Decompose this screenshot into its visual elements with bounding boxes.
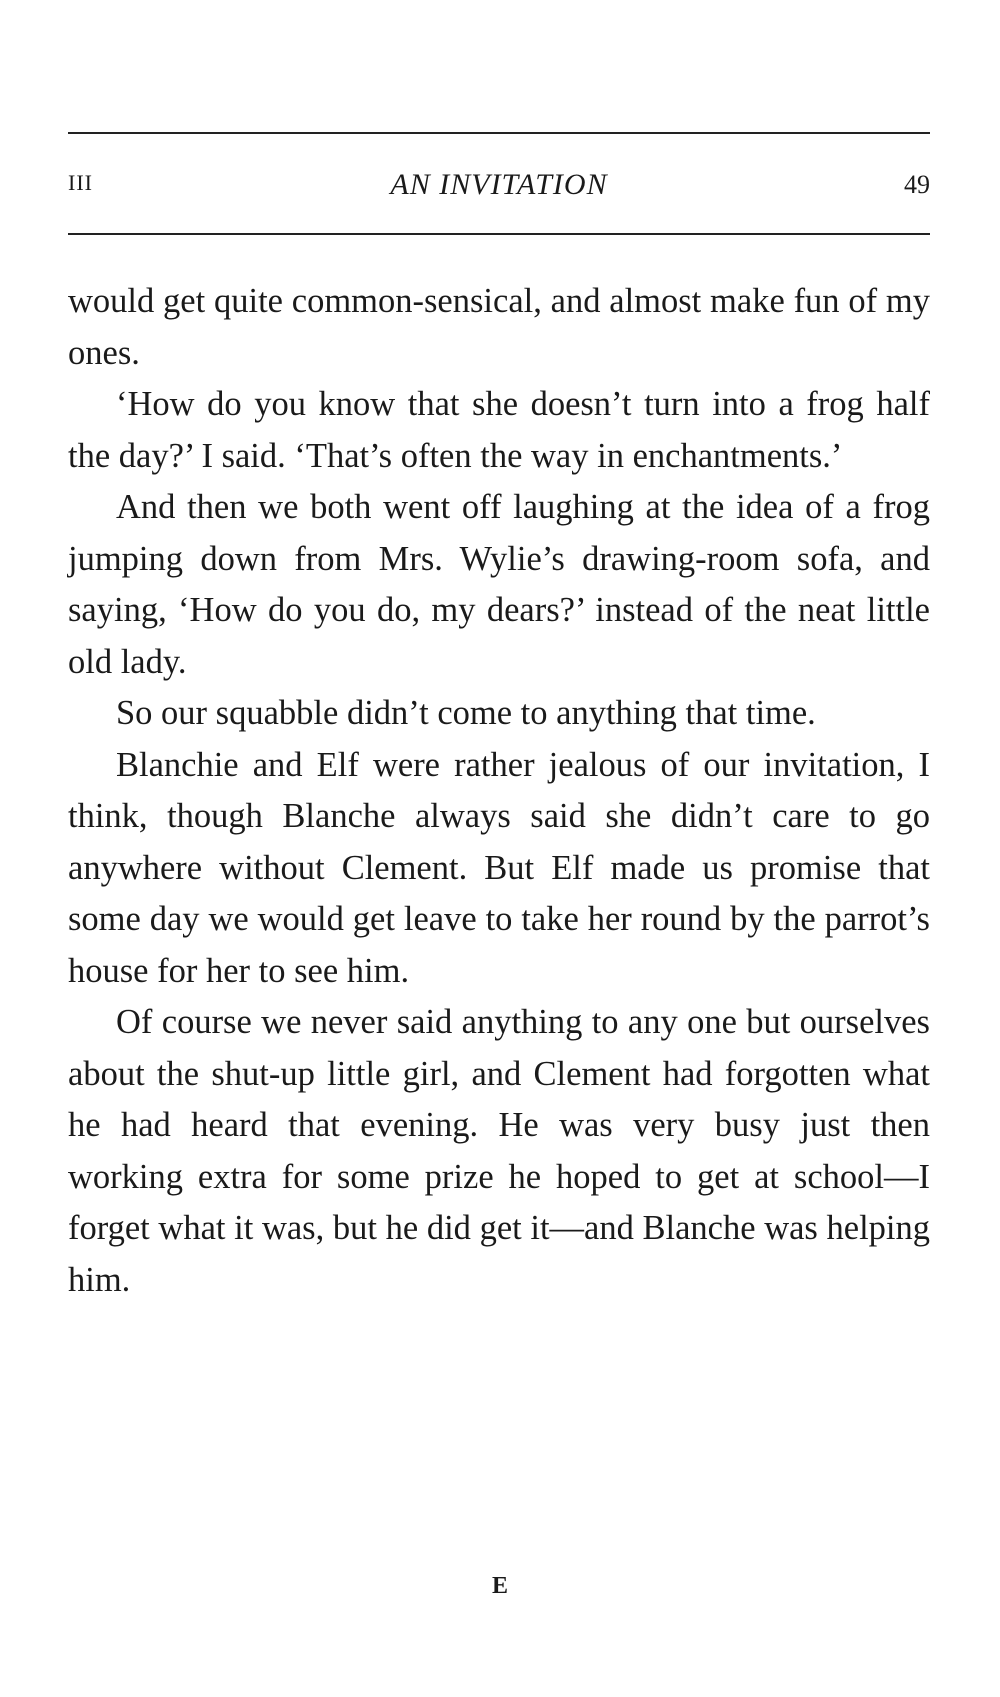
paragraph-6: Of course we never said anything to any one but ourselves about the shut-up little girl, and Clement had forgotten what he had heard that evening. He was very busy just then working extra for some prize he hoped to get at school—I forget what it was, but he did get it—and Blanche was helping him. bbox=[68, 1003, 930, 1299]
paragraph-2: ‘How do you know that she doesn’t turn into a frog half the day?’ I said. ‘That’s often the way in enchantments.’ bbox=[68, 385, 930, 475]
running-title: AN INVITATION bbox=[390, 168, 608, 201]
page-number: 49 bbox=[904, 170, 930, 199]
paragraph-3: And then we both went off laughing at the idea of a frog jumping down from Mrs. Wylie’s drawing-room sofa, and saying, ‘How do you do, my dears?’ instead of the neat little old lady. bbox=[68, 488, 930, 681]
running-header bbox=[68, 168, 930, 212]
body-text bbox=[68, 276, 930, 1306]
paragraph-5: Blanchie and Elf were rather jealous of our invitation, I think, though Blanche always said she didn’t care to go anywhere without Clement. But Elf made us promise that some day we would get leave to take her round by the parrot’s house for her to see him. bbox=[68, 745, 930, 990]
paragraph-4: So our squabble didn’t come to anything that time. bbox=[116, 694, 816, 732]
header-bottom-rule bbox=[68, 233, 930, 235]
header-top-rule bbox=[68, 132, 930, 134]
paragraph-1: would get quite common-sensical, and almost make fun of my ones. bbox=[68, 282, 930, 372]
chapter-number: III bbox=[68, 170, 93, 195]
signature-mark: E bbox=[491, 1573, 508, 1599]
